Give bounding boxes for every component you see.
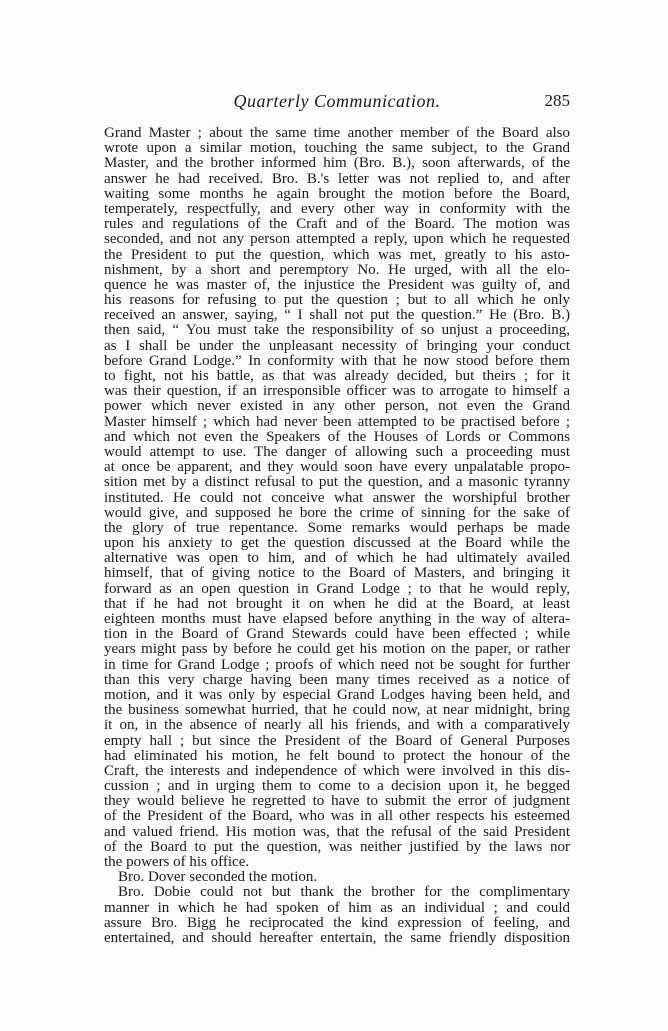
- text-line: entertained, and should hereafter entertain, the same friendly disposition: [104, 930, 570, 946]
- text-line: before Grand Lodge.” In conformity with that he now stood before them: [104, 353, 570, 369]
- text-line: that if he had not brought it on when he did at the Board, at least: [104, 596, 570, 612]
- text-line: as I shall be under the unpleasant necessity of bringing your conduct: [104, 338, 570, 354]
- text-line: power which never existed in any other person, not even the Grand: [104, 399, 570, 415]
- text-line: Craft, the interests and independence of which were involved in this dis-: [104, 763, 570, 779]
- page-number: 285: [544, 91, 570, 110]
- text-line: himself, that of giving notice to the Board of Masters, and bringing it: [104, 566, 570, 582]
- text-line: tion in the Board of Grand Stewards could have been effected ; while: [104, 627, 570, 643]
- text-line: was their question, if an irresponsible officer was to arrogate to himself a: [104, 384, 570, 400]
- text-line: and which not even the Speakers of the Houses of Lords or Commons: [104, 429, 570, 445]
- text-line: the business somewhat hurried, that he could now, at near midnight, bring: [104, 703, 570, 719]
- text-line: it on, in the absence of nearly all his friends, and with a comparatively: [104, 718, 570, 734]
- text-line: the powers of his office.: [104, 855, 250, 870]
- text-line: nishment, by a short and peremptory No. He urged, with all the elo-: [104, 262, 570, 278]
- text-line: and valued friend. His motion was, that the refusal of the said President: [104, 824, 570, 840]
- text-line: empty hall ; but since the President of the Board of General Purposes: [104, 733, 570, 749]
- text-line: upon his anxiety to get the question discussed at the Board while the: [104, 536, 570, 552]
- text-line: seconded, and not any person attempted a reply, upon which he requested: [104, 232, 570, 248]
- text-line: waiting some months he again brought the motion before the Board,: [104, 186, 570, 202]
- text-line: the President to put the question, which was met, greatly to his asto-: [104, 247, 570, 263]
- text-line: Bro. Dover seconded the motion.: [118, 870, 318, 886]
- text-line: would attempt to use. The danger of allowing such a proceeding must: [104, 444, 570, 460]
- text-line: assure Bro. Bigg he reciprocated the kind expression of feeling, and: [104, 915, 570, 931]
- text-line: they would believe he regretted to have to submit the error of judgment: [104, 794, 570, 810]
- running-head: Quarterly Communication.: [233, 91, 441, 111]
- text-line: Grand Master ; about the same time another member of the Board also: [104, 126, 570, 141]
- text-line: years might pass by before he could get his motion on the paper, or rather: [104, 642, 570, 658]
- page-header: [104, 91, 570, 113]
- text-line: his reasons for refusing to put the question ; but to all which he only: [104, 293, 570, 309]
- text-line: alternative was open to him, and of which he had ultimately availed: [104, 551, 570, 567]
- text-line: sition met by a distinct refusal to put the question, and a masonic tyranny: [104, 475, 570, 491]
- text-line: the glory of true repentance. Some remarks would perhaps be made: [104, 520, 570, 536]
- text-line: of the President of the Board, who was in all other respects his esteemed: [104, 809, 570, 825]
- text-line: answer he had received. Bro. B.'s letter was not replied to, and after: [104, 171, 570, 187]
- text-line: of the Board to put the question, was neither justified by the laws nor: [104, 839, 570, 855]
- text-line: eighteen months must have elapsed before anything in the way of altera-: [104, 612, 570, 627]
- text-line: quence he was master of, the injustice the President was guilty of, and: [104, 277, 570, 293]
- text-line: wrote upon a similar motion, touching the same subject, to the Grand: [104, 141, 570, 157]
- text-line: forward as an open question in Grand Lodge ; to that he would reply,: [104, 581, 570, 597]
- text-line: would give, and supposed he bore the crime of sinning for the sake of: [104, 505, 570, 521]
- text-line: at once be apparent, and they would soon have every unpalatable propo-: [104, 460, 570, 476]
- text-line: Bro. Dobie could not but thank the brother for the complimentary: [118, 885, 570, 901]
- text-line: rules and regulations of the Craft and of the Board. The motion was: [104, 217, 570, 233]
- text-line: then said, “ You must take the responsibility of so unjust a proceeding,: [104, 323, 570, 339]
- body-text: [104, 126, 570, 946]
- text-line: received an answer, saying, “ I shall not put the question.” He (Bro. B.): [104, 308, 570, 324]
- text-line: to fight, not his battle, as that was already decided, but theirs ; for it: [104, 369, 570, 384]
- text-line: motion, and it was only by especial Grand Lodges having been held, and: [104, 687, 570, 703]
- text-line: temperately, respectfully, and every other way in conformity with the: [104, 201, 570, 217]
- text-line: had eliminated his motion, he felt bound to protect the honour of the: [104, 748, 570, 764]
- text-line: than this very charge having been many times received as a notice of: [104, 672, 570, 688]
- text-line: Master, and the brother informed him (Bro. B.), soon afterwards, of the: [104, 156, 570, 172]
- text-line: instituted. He could not conceive what answer the worshipful brother: [104, 490, 570, 506]
- text-line: manner in which he had spoken of him as an individual ; and could: [104, 900, 570, 916]
- text-line: cussion ; and in urging them to come to a decision upon it, he begged: [104, 779, 570, 795]
- text-line: Master himself ; which had never been attempted to be practised before ;: [104, 414, 570, 430]
- text-line: in time for Grand Lodge ; proofs of which need not be sought for further: [104, 657, 570, 673]
